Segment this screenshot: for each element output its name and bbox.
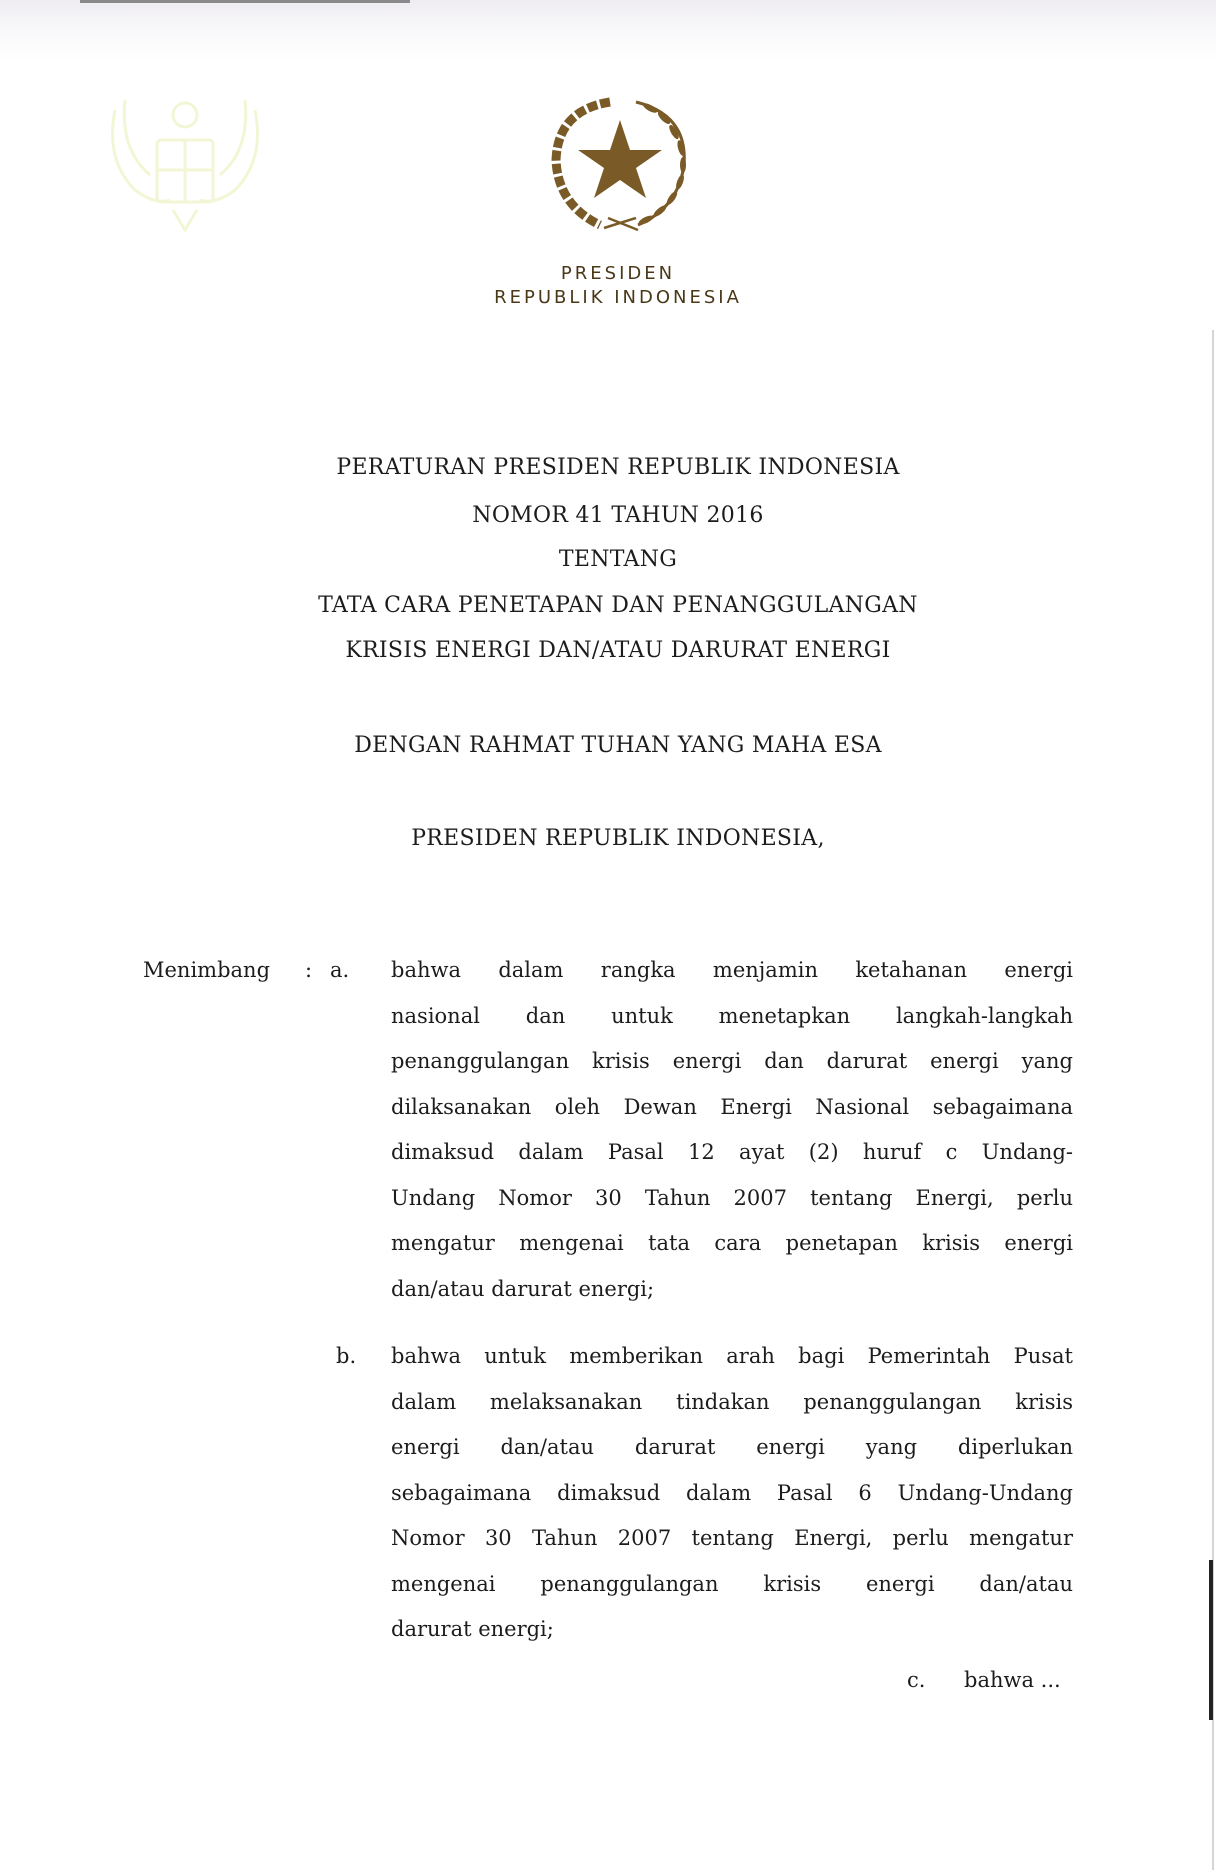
regulation-subject-line1: TATA CARA PENETAPAN DAN PENANGGULANGAN [318,593,918,618]
considerations-label: Menimbang [143,958,271,982]
regulation-subject-line2: KRISIS ENERGI DAN/ATAU DARURAT ENERGI [345,638,891,663]
consideration-item-a [391,948,1073,1312]
paragraph-line: bahwa dalam rangka menjamin ketahanan energi [391,958,1073,982]
regulation-number: NOMOR 41 TAHUN 2016 [472,503,764,528]
paragraph-line: Undang Nomor 30 Tahun 2007 tentang Energi, perlu [391,1185,1073,1210]
paragraph-line: mengenai penanggulangan krisis energi dan/atau [391,1571,1073,1596]
issuer: PRESIDEN REPUBLIK INDONESIA, [411,826,825,851]
letterhead-republik-indonesia: REPUBLIK INDONESIA [494,287,742,308]
paragraph-line: dimaksud dalam Pasal 12 ayat (2) huruf c Undang- [391,1140,1073,1164]
paragraph-line: penanggulangan krisis energi dan darurat energi yang [391,1049,1073,1073]
invocation: DENGAN RAHMAT TUHAN YANG MAHA ESA [354,733,882,758]
letterhead-presiden: PRESIDEN [560,263,676,284]
paragraph-line: dalam melaksanakan tindakan penanggulangan krisis [391,1389,1073,1414]
star-wreath-emblem-icon [538,90,698,240]
paragraph-line: sebagaimana dimaksud dalam Pasal 6 Undang-Undang [391,1480,1073,1505]
scan-edge-mark [80,0,410,3]
paragraph-line: nasional dan untuk menetapkan langkah-langkah [391,1003,1073,1028]
paragraph-line: Nomor 30 Tahun 2007 tentang Energi, perlu mengatur [391,1526,1073,1550]
paragraph-line: dilaksanakan oleh Dewan Energi Nasional sebagaimana [391,1094,1073,1119]
considerations-colon: : [305,958,313,982]
regulation-title: PERATURAN PRESIDEN REPUBLIK INDONESIA [336,455,900,480]
paragraph-line: darurat energi; [391,1617,554,1641]
continuation-text: bahwa ... [964,1668,1061,1692]
regulation-about: TENTANG [558,547,678,572]
garuda-watermark-icon [95,70,275,240]
paragraph-line: mengatur mengenai tata cara penetapan krisis energi [391,1231,1073,1255]
paragraph-line: bahwa untuk memberikan arah bagi Pemerintah Pusat [391,1344,1073,1368]
scan-edge-dark [1209,1560,1213,1720]
item-letter-a: a. [330,958,350,982]
paragraph-line: dan/atau darurat energi; [391,1276,655,1301]
scan-shadow-top [0,0,1216,60]
paragraph-line: energi dan/atau darurat energi yang diperlukan [391,1435,1073,1459]
continuation-letter: c. [907,1668,926,1692]
item-letter-b: b. [336,1344,357,1368]
consideration-item-b [391,1334,1073,1653]
